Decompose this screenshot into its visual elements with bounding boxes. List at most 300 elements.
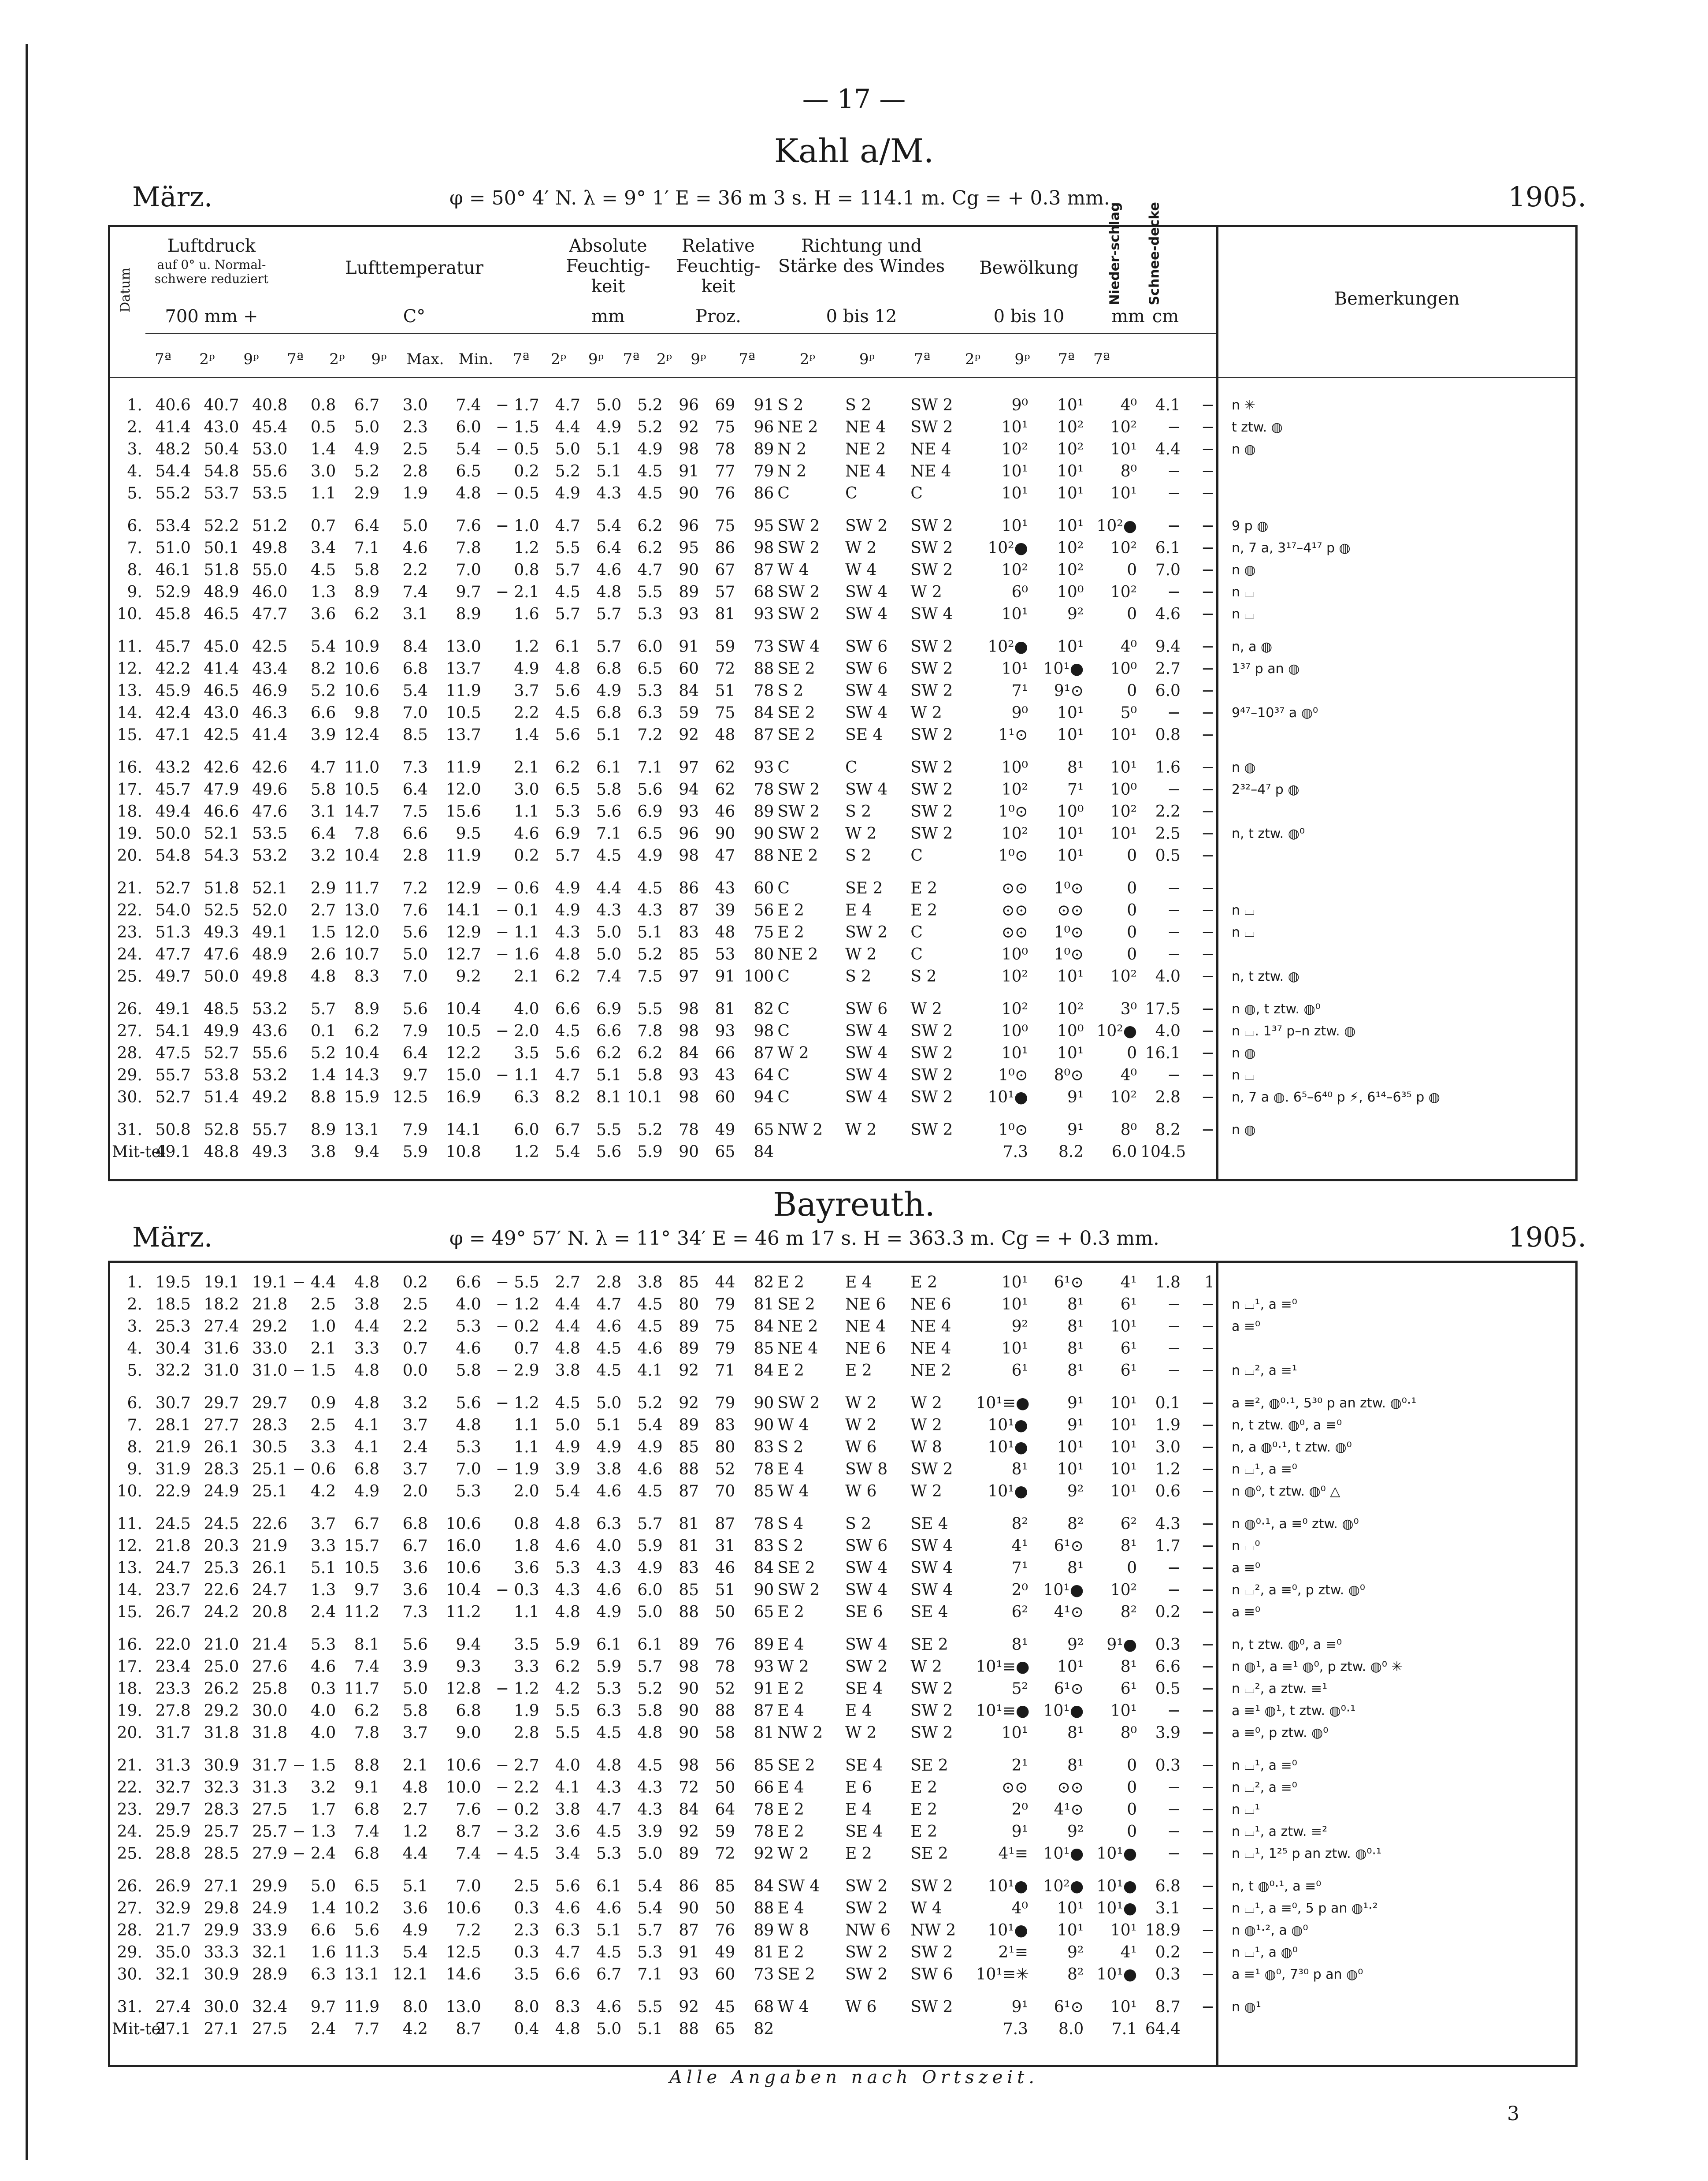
- column-time-label: 7ª: [623, 350, 640, 368]
- value-cell: 6.3: [311, 1965, 336, 1984]
- value-cell: 2.3: [402, 418, 428, 436]
- value-cell: NE 4: [845, 1318, 886, 1336]
- value-cell: 78: [715, 440, 735, 458]
- value-cell: 2.1: [514, 968, 539, 986]
- value-cell: 10.0: [446, 1779, 481, 1797]
- remark-item: n, 7 a, 3¹⁷–4¹⁷ p ◍: [1232, 540, 1351, 556]
- value-cell: 78: [754, 1515, 774, 1533]
- value-cell: 5.1: [637, 2020, 663, 2038]
- value-cell: 8⁰: [1120, 462, 1137, 480]
- table-frame-bayreuth: [108, 1261, 1218, 2067]
- value-cell: 6.6: [555, 1000, 580, 1018]
- value-cell: 6.0: [1155, 682, 1181, 700]
- value-cell: 8.9: [456, 605, 481, 623]
- value-cell: 6.2: [555, 968, 580, 986]
- value-cell: 10¹: [1057, 517, 1084, 535]
- value-cell: 3.3: [514, 1658, 539, 1676]
- value-cell: 79: [715, 1394, 735, 1412]
- value-cell: 6²: [1120, 1515, 1137, 1533]
- value-cell: 39: [715, 901, 735, 919]
- value-cell: 94: [679, 781, 699, 799]
- value-cell: −: [1167, 418, 1181, 436]
- value-cell: −: [1201, 1724, 1214, 1742]
- remark-item: n ⌴¹, a ≡⁰: [1232, 1462, 1297, 1477]
- value-cell: 55.6: [252, 1044, 288, 1062]
- date-cell: 28.: [117, 1921, 142, 1939]
- value-cell: 9¹: [1067, 1121, 1084, 1139]
- remark-item: 2³²–4⁷ p ◍: [1232, 782, 1300, 797]
- value-cell: 6.0: [637, 1581, 663, 1599]
- value-cell: 5.9: [555, 1636, 580, 1654]
- value-cell: 3.8: [354, 1295, 380, 1314]
- value-cell: 0.2: [1155, 1603, 1181, 1621]
- value-cell: 4.4: [555, 1318, 580, 1336]
- value-cell: 4.9: [354, 1482, 380, 1500]
- remark-item: n ◍: [1232, 760, 1256, 775]
- table-row: [110, 966, 1216, 988]
- value-cell: W 2: [845, 1416, 877, 1434]
- value-cell: 2.7: [402, 1801, 428, 1819]
- value-cell: 5.4: [637, 1416, 663, 1434]
- table-row: [110, 1942, 1216, 1964]
- value-cell: 52.7: [155, 1088, 191, 1106]
- value-cell: 6.2: [354, 605, 380, 623]
- value-cell: 7.8: [354, 825, 380, 843]
- value-cell: − 1.5: [292, 1362, 336, 1380]
- value-cell: 27.8: [155, 1702, 191, 1720]
- value-cell: 4.6: [596, 561, 622, 579]
- table-row: [110, 1678, 1216, 1700]
- value-cell: 2.8: [402, 462, 428, 480]
- value-cell: 5.7: [555, 605, 580, 623]
- value-cell: 27.4: [155, 1998, 191, 2016]
- value-cell: NE 4: [777, 1340, 818, 1358]
- value-cell: 5.5: [637, 583, 663, 601]
- value-cell: 4.8: [555, 1340, 580, 1358]
- value-cell: 53.0: [252, 440, 288, 458]
- value-cell: 0.1: [1155, 1394, 1181, 1412]
- value-cell: 5.6: [555, 726, 580, 744]
- value-cell: 0.1: [311, 1022, 336, 1040]
- value-cell: 10¹●: [988, 1438, 1028, 1456]
- value-cell: 96: [754, 418, 774, 436]
- value-cell: 46.0: [252, 583, 288, 601]
- value-cell: 28.9: [252, 1965, 288, 1984]
- value-cell: 4.8: [596, 1757, 622, 1775]
- value-cell: 24.5: [204, 1515, 239, 1533]
- value-cell: 7.1: [1111, 2020, 1137, 2038]
- value-cell: 3.7: [514, 682, 539, 700]
- value-cell: −: [1167, 1362, 1181, 1380]
- value-cell: − 1.5: [495, 418, 539, 436]
- value-cell: S 2: [845, 968, 872, 986]
- value-cell: E 2: [910, 1273, 938, 1291]
- value-cell: 30.0: [252, 1702, 288, 1720]
- column-time-label: 9ᵖ: [588, 350, 604, 368]
- value-cell: 5.4: [637, 1899, 663, 1917]
- value-cell: 10¹≡✳: [976, 1965, 1029, 1984]
- value-cell: 5.6: [637, 781, 663, 799]
- value-cell: 0.3: [1155, 1965, 1181, 1984]
- value-cell: 1¹⊙: [998, 726, 1028, 744]
- value-cell: 10¹: [1057, 1044, 1084, 1062]
- value-cell: 46.5: [204, 605, 239, 623]
- value-cell: 90: [679, 1899, 699, 1917]
- value-cell: 54.4: [155, 462, 191, 480]
- value-cell: 51.3: [155, 923, 191, 942]
- value-cell: 5.1: [596, 726, 622, 744]
- value-cell: 78: [715, 1658, 735, 1676]
- value-cell: SE 4: [845, 1823, 883, 1841]
- value-cell: 43.2: [155, 759, 191, 777]
- column-time-label: 2ᵖ: [656, 350, 672, 368]
- value-cell: − 1.1: [495, 923, 539, 942]
- value-cell: − 4.4: [292, 1273, 336, 1291]
- value-cell: SW 2: [910, 1121, 953, 1139]
- remark-item: [1232, 461, 1440, 483]
- value-cell: −: [1201, 1845, 1214, 1863]
- value-cell: 10.6: [446, 1559, 481, 1577]
- value-cell: −: [1201, 1066, 1214, 1084]
- value-cell: 8.2: [1155, 1121, 1181, 1139]
- value-cell: 43: [715, 879, 735, 897]
- value-cell: SW 2: [910, 1724, 953, 1742]
- column-time-label: 7ª: [512, 350, 530, 368]
- value-cell: W 2: [845, 945, 877, 964]
- value-cell: 10¹: [1057, 1658, 1084, 1676]
- value-cell: 12.0: [344, 923, 380, 942]
- value-cell: 78: [754, 1801, 774, 1819]
- value-cell: 47: [715, 847, 735, 865]
- value-cell: 30.0: [204, 1998, 239, 2016]
- value-cell: 15.9: [344, 1088, 380, 1106]
- value-cell: 42.6: [252, 759, 288, 777]
- value-cell: 3.4: [555, 1845, 580, 1863]
- value-cell: 28.3: [204, 1460, 239, 1478]
- value-cell: 3.5: [514, 1636, 539, 1654]
- value-cell: 7.6: [402, 901, 428, 919]
- value-cell: 83: [754, 1537, 774, 1555]
- value-cell: 45.8: [155, 605, 191, 623]
- value-cell: 4.6: [555, 1537, 580, 1555]
- value-cell: 8¹: [1067, 1318, 1084, 1336]
- value-cell: 7.8: [456, 539, 481, 557]
- value-cell: −: [1201, 803, 1214, 821]
- value-cell: 10¹: [1057, 704, 1084, 722]
- value-cell: 87: [715, 1515, 735, 1533]
- value-cell: W 4: [777, 1482, 809, 1500]
- date-cell: 10.: [117, 1482, 142, 1500]
- value-cell: 8.0: [402, 1998, 428, 2016]
- value-cell: 0.5: [1155, 847, 1181, 865]
- remark-item: [1232, 1338, 1416, 1360]
- value-cell: 4.8: [402, 1779, 428, 1797]
- value-cell: 98: [679, 1658, 699, 1676]
- value-cell: − 5.5: [495, 1273, 539, 1291]
- value-cell: 10¹: [1001, 1724, 1028, 1742]
- value-cell: SW 2: [777, 803, 820, 821]
- value-cell: 10¹●: [988, 1088, 1028, 1106]
- value-cell: 24.7: [252, 1581, 288, 1599]
- header-wind: Richtung und Stärke des Windes: [778, 236, 945, 276]
- date-cell: 12.: [117, 660, 142, 678]
- value-cell: 13.0: [344, 901, 380, 919]
- value-cell: 5.2: [637, 1394, 663, 1412]
- value-cell: 4.9: [354, 440, 380, 458]
- value-cell: 8.2: [555, 1088, 580, 1106]
- remark-item: n ⌴¹, a ≡⁰: [1232, 1758, 1297, 1773]
- value-cell: 6.9: [637, 803, 663, 821]
- value-cell: 0.7: [514, 1340, 539, 1358]
- value-cell: 21.0: [204, 1636, 239, 1654]
- value-cell: 9¹⊙: [1054, 682, 1084, 700]
- table-row: [110, 2018, 1216, 2040]
- value-cell: 2.4: [311, 2020, 336, 2038]
- value-cell: 33.3: [204, 1943, 239, 1961]
- value-cell: W 2: [777, 1845, 809, 1863]
- date-cell: 19.: [117, 1702, 142, 1720]
- value-cell: − 0.6: [495, 879, 539, 897]
- value-cell: −: [1201, 1965, 1214, 1984]
- value-cell: 91: [754, 396, 774, 414]
- value-cell: SW 2: [845, 517, 888, 535]
- table-row: [110, 559, 1216, 581]
- value-cell: 98: [679, 847, 699, 865]
- value-cell: 4.5: [555, 1022, 580, 1040]
- value-cell: 2⁰: [1011, 1581, 1028, 1599]
- value-cell: 10⁰: [1001, 759, 1028, 777]
- value-cell: 98: [679, 1757, 699, 1775]
- value-cell: − 1.2: [495, 1394, 539, 1412]
- value-cell: 24.9: [252, 1899, 288, 1917]
- value-cell: 10¹: [1057, 638, 1084, 656]
- value-cell: SW 2: [910, 1066, 953, 1084]
- value-cell: 32.1: [155, 1965, 191, 1984]
- remark-item: n ⌴: [1232, 584, 1255, 600]
- table-row: [110, 625, 1216, 658]
- value-cell: 52.0: [252, 901, 288, 919]
- value-cell: 3.0: [311, 462, 336, 480]
- value-cell: 1.6: [514, 605, 539, 623]
- value-cell: 12.9: [446, 923, 481, 942]
- date-cell: 9.: [127, 583, 142, 601]
- value-cell: 5.6: [596, 1143, 622, 1161]
- date-cell: 26.: [117, 1877, 142, 1895]
- value-cell: SE 2: [910, 1636, 948, 1654]
- value-cell: C: [777, 1088, 790, 1106]
- value-cell: 6.3: [596, 1702, 622, 1720]
- value-cell: W 2: [777, 1044, 809, 1062]
- value-cell: 85: [679, 1581, 699, 1599]
- table-row: [110, 779, 1216, 801]
- value-cell: 49.2: [252, 1088, 288, 1106]
- value-cell: 86: [679, 1877, 699, 1895]
- date-cell: 17.: [117, 1658, 142, 1676]
- header-wind-unit: 0 bis 12: [826, 306, 897, 327]
- value-cell: 92: [754, 1845, 774, 1863]
- value-cell: 6.2: [637, 1044, 663, 1062]
- table-row: [110, 1141, 1216, 1163]
- header-lufttemperatur: Lufttemperatur: [345, 258, 484, 278]
- value-cell: 0: [1127, 682, 1137, 700]
- value-cell: 7.6: [456, 1801, 481, 1819]
- value-cell: 42.2: [155, 660, 191, 678]
- value-cell: 21.4: [252, 1636, 288, 1654]
- value-cell: 0: [1127, 847, 1137, 865]
- value-cell: 5.6: [555, 1044, 580, 1062]
- column-time-label: 9ᵖ: [1014, 350, 1030, 368]
- value-cell: SW 2: [777, 605, 820, 623]
- value-cell: 32.3: [204, 1779, 239, 1797]
- value-cell: 15.0: [446, 1066, 481, 1084]
- value-cell: 1.4: [311, 440, 336, 458]
- value-cell: 47.5: [155, 1044, 191, 1062]
- value-cell: 11.9: [446, 682, 481, 700]
- value-cell: 10²: [1001, 561, 1028, 579]
- value-cell: 0.7: [402, 1340, 428, 1358]
- date-cell: 1.: [127, 1273, 142, 1291]
- value-cell: −: [1167, 1340, 1181, 1358]
- date-cell: 11.: [117, 1515, 142, 1533]
- value-cell: 3.0: [402, 396, 428, 414]
- table-row: [110, 417, 1216, 439]
- value-cell: 7.5: [402, 803, 428, 821]
- value-cell: 10.4: [344, 1044, 380, 1062]
- value-cell: 5.5: [555, 539, 580, 557]
- value-cell: 4.1: [555, 1779, 580, 1797]
- column-time-label: 9ᵖ: [859, 350, 875, 368]
- value-cell: 5.4: [456, 440, 481, 458]
- value-cell: 1.8: [514, 1537, 539, 1555]
- value-cell: 10²: [1001, 781, 1028, 799]
- value-cell: W 8: [910, 1438, 942, 1456]
- remark-item: n ◍, t ztw. ◍⁰: [1232, 1001, 1321, 1017]
- remarks-list-bayreuth: [1232, 1272, 1416, 2040]
- value-cell: 10¹●: [1043, 1845, 1084, 1863]
- value-cell: 86: [715, 539, 735, 557]
- value-cell: 7.0: [456, 1460, 481, 1478]
- value-cell: 4.9: [514, 660, 539, 678]
- value-cell: 4.5: [596, 1362, 622, 1380]
- value-cell: 90: [679, 1143, 699, 1161]
- value-cell: 5.7: [555, 847, 580, 865]
- value-cell: 7.0: [456, 1877, 481, 1895]
- value-cell: C: [777, 1000, 790, 1018]
- value-cell: 10¹: [1001, 1273, 1028, 1291]
- value-cell: 0.2: [514, 847, 539, 865]
- value-cell: 10¹●: [1096, 1877, 1137, 1895]
- value-cell: 5.8: [402, 1702, 428, 1720]
- value-cell: 10.6: [446, 1515, 481, 1533]
- date-cell: 27.: [117, 1022, 142, 1040]
- value-cell: 10¹: [1057, 968, 1084, 986]
- value-cell: ⊙⊙: [1001, 1779, 1028, 1797]
- value-cell: 88: [679, 1603, 699, 1621]
- value-cell: SW 4: [777, 1877, 820, 1895]
- value-cell: SE 4: [845, 726, 883, 744]
- value-cell: 49: [715, 1943, 735, 1961]
- value-cell: 5.8: [637, 1066, 663, 1084]
- table-row: [110, 1557, 1216, 1579]
- value-cell: C: [845, 484, 858, 502]
- value-cell: 98: [679, 1000, 699, 1018]
- value-cell: 0.2: [514, 462, 539, 480]
- value-cell: 4.9: [555, 484, 580, 502]
- value-cell: 10¹: [1057, 825, 1084, 843]
- value-cell: 26.7: [155, 1603, 191, 1621]
- value-cell: 4.9: [596, 682, 622, 700]
- value-cell: SW 6: [910, 1965, 953, 1984]
- value-cell: 5.2: [311, 682, 336, 700]
- value-cell: 4.8: [555, 1603, 580, 1621]
- column-time-label: 2ᵖ: [550, 350, 567, 368]
- value-cell: 3.3: [311, 1537, 336, 1555]
- value-cell: −: [1201, 1877, 1214, 1895]
- date-cell: 15.: [117, 1603, 142, 1621]
- value-cell: 27.1: [204, 1877, 239, 1895]
- remark-item: n, t ztw. ◍⁰, a ≡⁰: [1232, 1418, 1342, 1433]
- value-cell: 75: [715, 418, 735, 436]
- value-cell: 31.0: [204, 1362, 239, 1380]
- column-time-label: 7ª: [1058, 350, 1075, 368]
- value-cell: 46.5: [204, 682, 239, 700]
- value-cell: 85: [754, 1757, 774, 1775]
- value-cell: NE 4: [845, 462, 886, 480]
- value-cell: 4.6: [596, 1318, 622, 1336]
- value-cell: 7.4: [456, 396, 481, 414]
- value-cell: 4.5: [596, 1823, 622, 1841]
- table-row: [110, 1535, 1216, 1557]
- value-cell: 43.6: [252, 1022, 288, 1040]
- value-cell: 91: [715, 968, 735, 986]
- value-cell: SW 4: [845, 704, 888, 722]
- value-cell: S 2: [777, 1438, 804, 1456]
- value-cell: S 2: [845, 396, 872, 414]
- value-cell: W 4: [777, 1416, 809, 1434]
- value-cell: N 2: [777, 440, 807, 458]
- value-cell: 4.5: [637, 1318, 663, 1336]
- value-cell: C: [910, 923, 923, 942]
- value-cell: W 2: [777, 1658, 809, 1676]
- value-cell: 6¹⊙: [1054, 1537, 1084, 1555]
- value-cell: 97: [679, 968, 699, 986]
- value-cell: 50: [715, 1899, 735, 1917]
- value-cell: 40.8: [252, 396, 288, 414]
- value-cell: E 2: [910, 1801, 938, 1819]
- value-cell: 31.8: [252, 1724, 288, 1742]
- value-cell: 53.7: [204, 484, 239, 502]
- value-cell: 10¹: [1110, 1438, 1137, 1456]
- value-cell: 10¹: [1001, 418, 1028, 436]
- value-cell: 4.3: [637, 901, 663, 919]
- value-cell: N 2: [777, 462, 807, 480]
- value-cell: 85: [679, 1273, 699, 1291]
- remark-item: t ztw. ◍: [1232, 420, 1283, 435]
- table-row: [110, 1087, 1216, 1109]
- remarks-frame-kahl: [1216, 225, 1578, 1181]
- value-cell: 5.3: [637, 682, 663, 700]
- value-cell: SW 4: [845, 605, 888, 623]
- value-cell: 1.1: [514, 1438, 539, 1456]
- value-cell: 8.1: [596, 1088, 622, 1106]
- value-cell: SW 2: [910, 759, 953, 777]
- value-cell: 27.5: [252, 2020, 288, 2038]
- value-cell: 46.1: [155, 561, 191, 579]
- value-cell: 6.8: [596, 660, 622, 678]
- remark-item: 9⁴⁷–10³⁷ a ◍⁰: [1232, 705, 1318, 721]
- value-cell: 7.4: [354, 1658, 380, 1676]
- value-cell: 6.8: [354, 1845, 380, 1863]
